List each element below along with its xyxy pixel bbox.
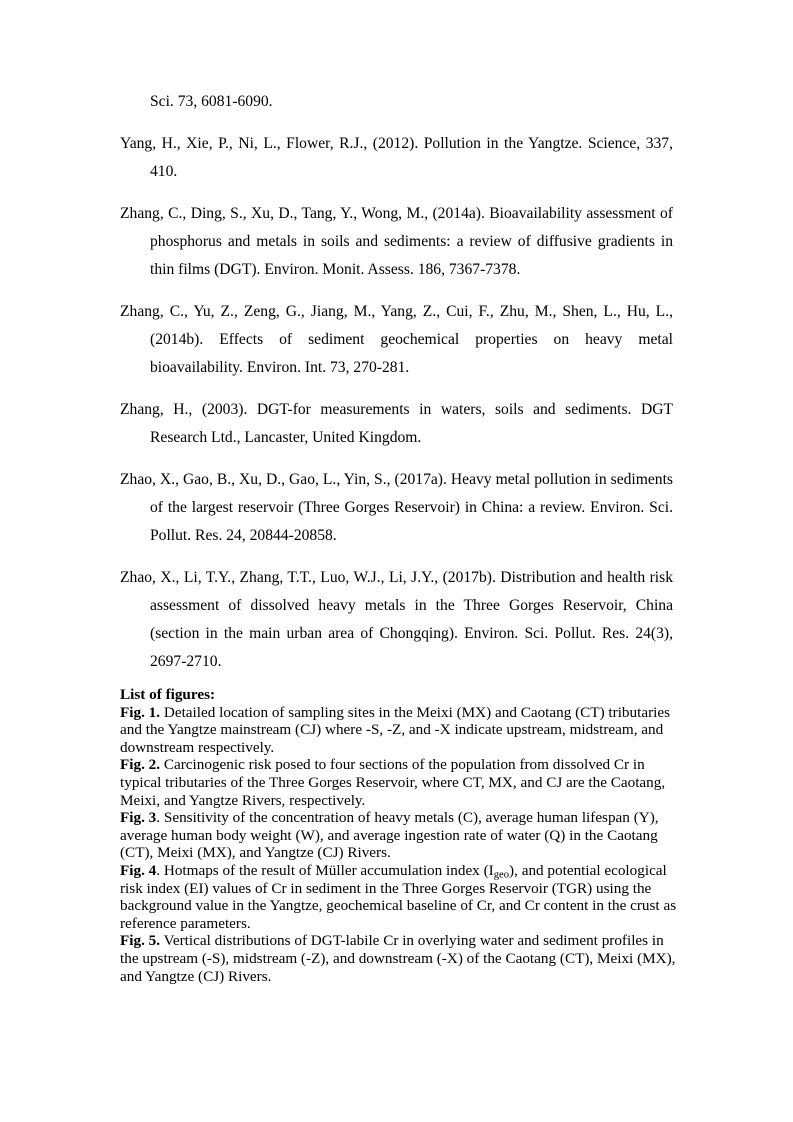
figure-label: Fig. 4 xyxy=(120,861,157,879)
figure-caption-3 xyxy=(120,809,680,862)
figure-caption-1 xyxy=(120,704,680,757)
subscript-geo: geo xyxy=(493,869,510,881)
figure-caption-text: ), and potential ecological risk index (EI) values of Cr in sediment in the Three Gorges Reservoir (TGR) using the background value in the Yangtze, geochemical baseline of Cr, and Cr content in the crust as reference parameters. xyxy=(120,861,677,932)
figure-list-title: List of figures: xyxy=(120,686,216,703)
figure-caption-5 xyxy=(120,932,680,985)
figure-caption-2 xyxy=(120,756,680,809)
reference-list xyxy=(120,88,673,690)
reference-item: Zhang, C., Ding, S., Xu, D., Tang, Y., Wong, M., (2014a). Bioavailability assessment of phosphorus and metals in soils and sediments: a review of diffusive gradients in thin films (DGT). Environ. Monit. Assess. 186, 7367-7378. xyxy=(120,205,673,278)
reference-item: Zhang, C., Yu, Z., Zeng, G., Jiang, M., Yang, Z., Cui, F., Zhu, M., Shen, L., Hu, L., (2014b). Effects of sediment geochemical properties on heavy metal bioavailability. Environ. Int. 73, 270-281. xyxy=(120,303,673,376)
figure-list xyxy=(120,686,680,985)
reference-item: Zhao, X., Li, T.Y., Zhang, T.T., Luo, W.J., Li, J.Y., (2017b). Distribution and health risk assessment of dissolved heavy metals in the Three Gorges Reservoir, China (section in the main urban area of Chongqing). Environ. Sci. Pollut. Res. 24(3), 2697-2710. xyxy=(120,569,673,670)
figure-label: Fig. 2. xyxy=(120,756,161,774)
reference-item: Yang, H., Xie, P., Ni, L., Flower, R.J., (2012). Pollution in the Yangtze. Science, 337, 410. xyxy=(120,135,673,180)
figure-label: Fig. 5. xyxy=(120,932,161,950)
reference-item: Zhang, H., (2003). DGT-for measurements in waters, soils and sediments. DGT Research Ltd., Lancaster, United Kingdom. xyxy=(120,401,673,446)
figure-label: Fig. 3 xyxy=(120,809,157,827)
figure-caption-4 xyxy=(120,862,680,932)
figure-caption-text: . Sensitivity of the concentration of heavy metals (C), average human lifespan (Y), average human body weight (W), and average ingestion rate of water (Q) in the Caotang (CT), Meixi (MX), and Yangtze (CJ) Rivers. xyxy=(120,809,659,862)
figure-label: Fig. 1. xyxy=(120,703,161,721)
figure-caption-text: Vertical distributions of DGT-labile Cr in overlying water and sediment profiles in the upstream (-S), midstream (-Z), and downstream (-X) of the Caotang (CT), Meixi (MX), and Yangtze (CJ) Rivers. xyxy=(120,932,676,985)
figure-caption-text: Detailed location of sampling sites in the Meixi (MX) and Caotang (CT) tributaries and the Yangtze mainstream (CJ) where -S, -Z, and -X indicate upstream, midstream, and downstream respectively. xyxy=(120,703,671,756)
figure-caption-text: Carcinogenic risk posed to four sections of the population from dissolved Cr in typical tributaries of the Three Gorges Reservoir, where CT, MX, and CJ are the Caotang, Meixi, and Yangtze Rivers, respectively. xyxy=(120,756,666,809)
reference-item: Zhao, X., Gao, B., Xu, D., Gao, L., Yin, S., (2017a). Heavy metal pollution in sediments of the largest reservoir (Three Gorges Reservoir) in China: a review. Environ. Sci. Pollut. Res. 24, 20844-20858. xyxy=(120,471,673,544)
figure-caption-text: . Hotmaps of the result of Müller accumulation index (I xyxy=(156,861,494,879)
reference-item: Sci. 73, 6081-6090. xyxy=(150,93,273,110)
